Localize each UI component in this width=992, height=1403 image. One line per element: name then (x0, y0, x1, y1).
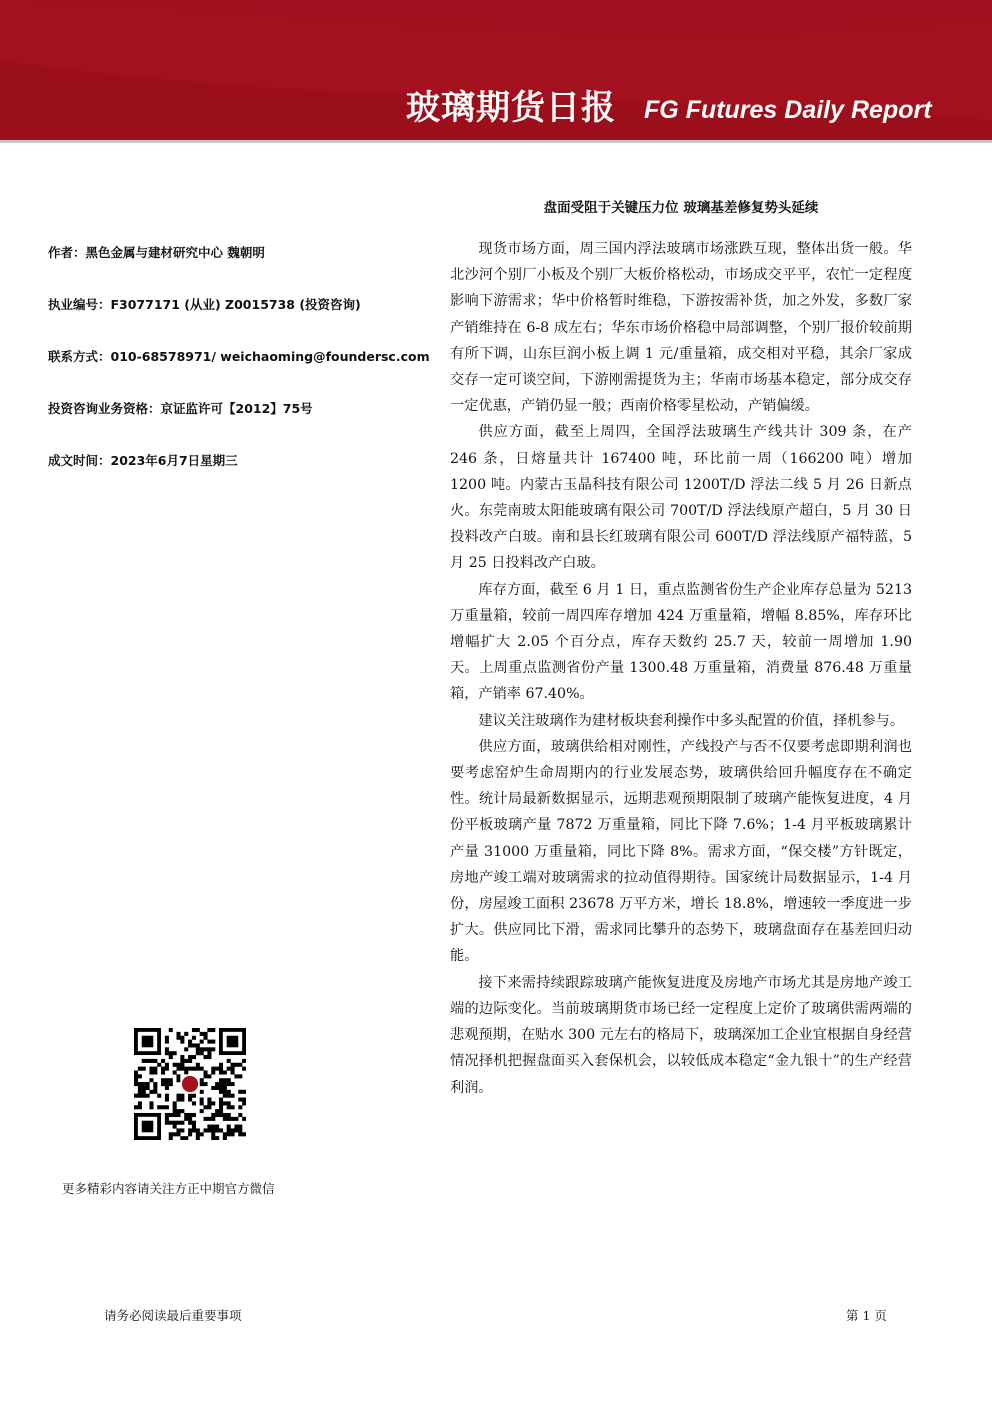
paragraph-recommendation: 建议关注玻璃作为建材板块套利操作中多头配置的价值，择机参与。 (478, 712, 905, 729)
footer-notice: 请务必阅读最后重要事项 (104, 1308, 242, 1323)
qr-code-icon (134, 1028, 246, 1140)
date-line: 成文时间：2023年6月7日星期三 (48, 453, 238, 468)
paragraph-supply: 供应方面，截至上周四，全国浮法玻璃生产线共计 309 条，在产 246 条，日熔量共计 167400 吨，环比前一周（166200 吨）增加 1200 吨。内蒙古玉晶科技有限公司 1200T/D 浮法二线 5 月 26 日新点火。东莞南玻太阳能玻璃有限公司 700T/D 浮法线原产超白，5 月 30 日投料改产白玻。南和县长红玻璃有限公司 600T/D 浮法线原产福特蓝，5 月 25 日投料改产白玻。 (450, 424, 912, 572)
header-banner (0, 0, 992, 140)
paragraph-outlook: 接下来需持续跟踪玻璃产能恢复进度及房地产市场尤其是房地产竣工端的边际变化。当前玻璃期货市场已经一定程度上定价了玻璃供需两端的悲观预期，在贴水 300 元左右的格局下，玻璃深加工企业宜根据自身经营情况择机把握盘面买入套保机会，以较低成本稳定“金九银十”的生产经营利润。 (450, 974, 912, 1096)
qr-code-graphic (134, 1028, 246, 1140)
article-body (450, 236, 912, 1101)
page-number: 第 1 页 (846, 1308, 887, 1323)
qr-caption: 更多精彩内容请关注方正中期官方微信 (62, 1181, 275, 1196)
paragraph-inventory: 库存方面，截至 6 月 1 日，重点监测省份生产企业库存总量为 5213 万重量箱，较前一周四库存增加 424 万重量箱，增幅 8.85%，库存环比增幅扩大 2.05 个百分点，库存天数约 25.7 天，较前一周增加 1.90 天。上周重点监测省份产量 1300.48 万重量箱，消费量 876.48 万重量箱，产销率 67.40%。 (450, 581, 912, 703)
paragraph-supply-demand: 供应方面，玻璃供给相对刚性，产线投产与否不仅要考虑即期利润也要考虑窑炉生命周期内的行业发展态势，玻璃供给回升幅度存在不确定性。统计局最新数据显示，远期悲观预期限制了玻璃产能恢复进度，4 月份平板玻璃产量 7872 万重量箱，同比下降 7.6%；1-4 月平板玻璃累计产量 31000 万重量箱，同比下降 8%。需求方面，“保交楼”方针既定，房地产竣工端对玻璃需求的拉动值得期待。国家统计局数据显示，1-4 月份，房屋竣工面积 23678 万平方米，增长 18.8%，增速较一季度进一步扩大。供应同比下滑，需求同比攀升的态势下，玻璃盘面存在基差回归动能。 (450, 738, 912, 965)
header-divider (0, 140, 992, 143)
article-headline: 盘面受阻于关键压力位 玻璃基差修复势头延续 (543, 200, 819, 216)
report-title-en: FG Futures Daily Report (644, 96, 932, 124)
contact-line: 联系方式：010-68578971/ weichaoming@foundersc.com (48, 349, 430, 364)
report-title-cn: 玻璃期货日报 (406, 88, 616, 128)
author-line: 作者：黑色金属与建材研究中心 魏朝明 (48, 245, 265, 260)
paragraph-spot-market: 现货市场方面，周三国内浮法玻璃市场涨跌互现，整体出货一般。华北沙河个别厂小板及个别厂大板价格松动，市场成交平平，农忙一定程度影响下游需求；华中价格暂时维稳，下游按需补货，加之外发，多数厂家产销维持在 6-8 成左右；华东市场价格稳中局部调整，个别厂报价较前期有所下调，山东巨润小板上调 1 元/重量箱，成交相对平稳，其余厂家成交存一定可谈空间，下游刚需提货为主；华南市场基本稳定，部分成交存一定优惠，产销仍显一般；西南价格零星松动，产销偏缓。 (450, 241, 912, 415)
qualification-line: 投资咨询业务资格：京证监许可【2012】75号 (48, 401, 313, 416)
license-line: 执业编号：F3077171 (从业) Z0015738 (投资咨询) (48, 297, 361, 312)
